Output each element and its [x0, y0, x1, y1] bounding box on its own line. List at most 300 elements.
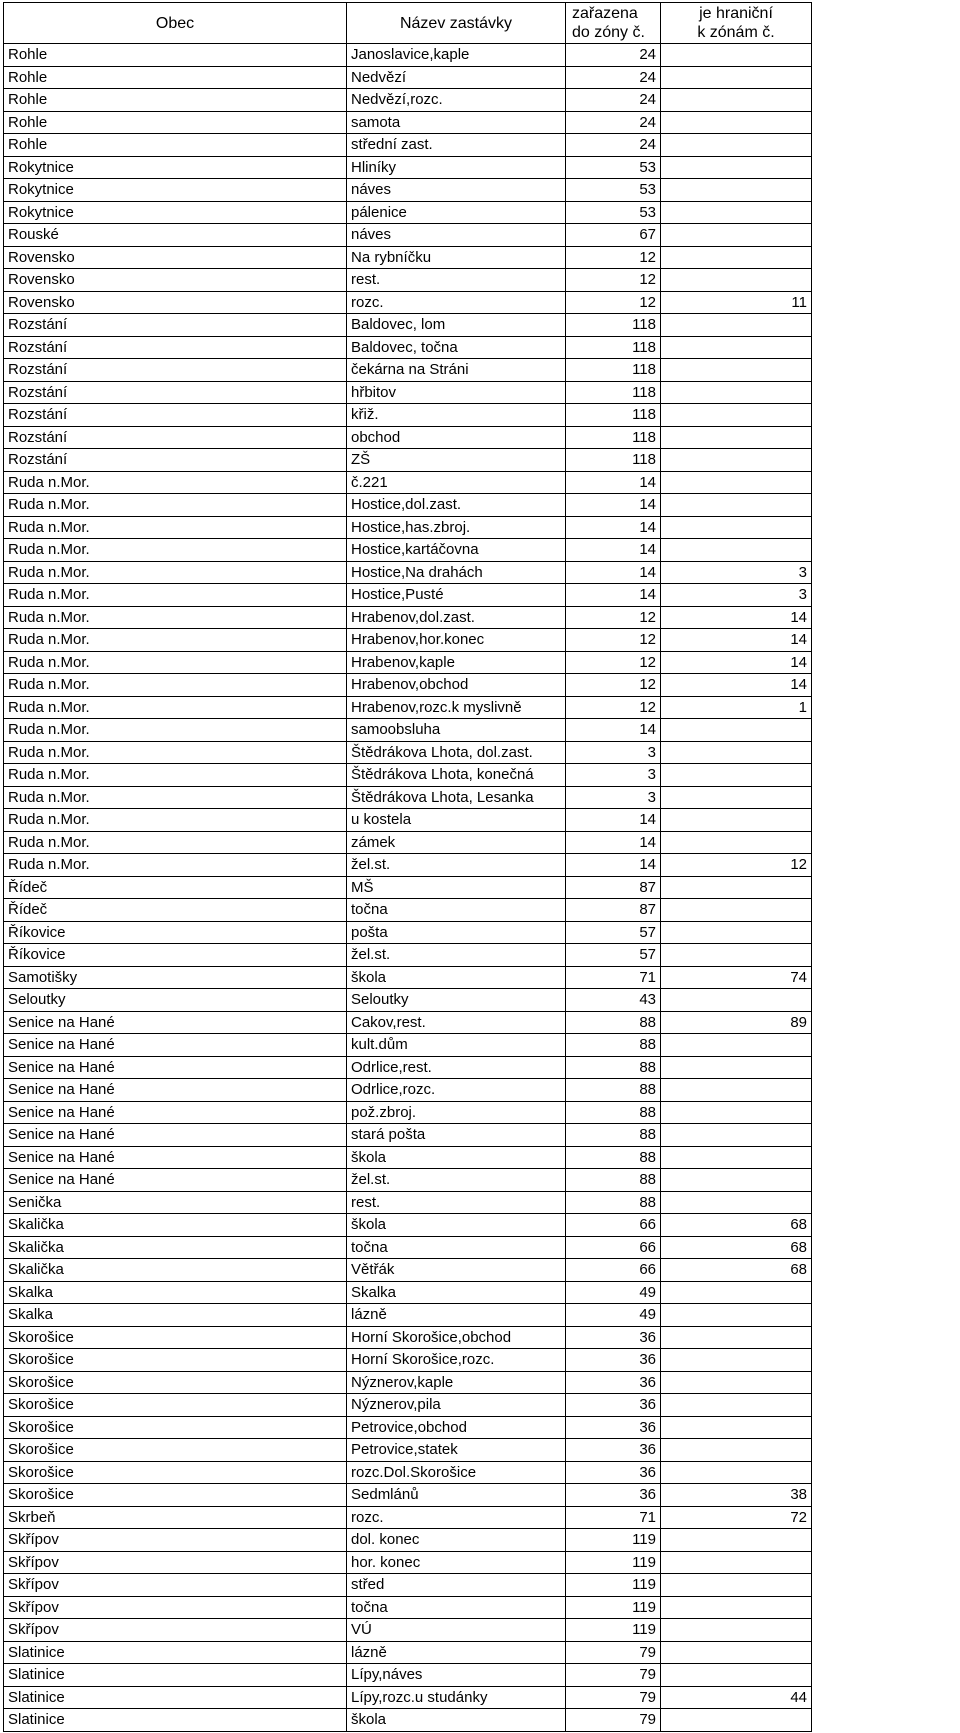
cell-zona: 87	[566, 876, 661, 899]
cell-zona: 88	[566, 1169, 661, 1192]
cell-hranicni	[661, 1169, 812, 1192]
table-row	[4, 1641, 812, 1664]
cell-hranicni	[661, 179, 812, 202]
table-row	[4, 1281, 812, 1304]
cell-obec: Skřípov	[4, 1619, 347, 1642]
cell-hranicni	[661, 1664, 812, 1687]
cell-zastavka: pož.zbroj.	[347, 1101, 566, 1124]
zone-table	[3, 2, 812, 1732]
cell-zastavka: Horní Skorošice,rozc.	[347, 1349, 566, 1372]
header-hranicni-line1: je hraniční	[699, 5, 773, 22]
cell-zastavka: Hostice,kartáčovna	[347, 539, 566, 562]
cell-obec: Rozstání	[4, 381, 347, 404]
cell-obec: Ruda n.Mor.	[4, 584, 347, 607]
cell-zona: 12	[566, 629, 661, 652]
cell-zastavka: Štědrákova Lhota, konečná	[347, 764, 566, 787]
cell-zona: 71	[566, 1506, 661, 1529]
cell-obec: Senice na Hané	[4, 1101, 347, 1124]
cell-obec: Rozstání	[4, 426, 347, 449]
table-row	[4, 696, 812, 719]
table-row	[4, 629, 812, 652]
cell-zastavka: Petrovice,obchod	[347, 1416, 566, 1439]
cell-hranicni: 14	[661, 606, 812, 629]
cell-hranicni: 68	[661, 1214, 812, 1237]
cell-zastavka: žel.st.	[347, 944, 566, 967]
cell-hranicni	[661, 764, 812, 787]
table-row	[4, 1079, 812, 1102]
cell-hranicni	[661, 741, 812, 764]
cell-zona: 14	[566, 831, 661, 854]
cell-zastavka: Nedvězí	[347, 66, 566, 89]
cell-hranicni	[661, 786, 812, 809]
cell-zastavka: žel.st.	[347, 1169, 566, 1192]
cell-zona: 118	[566, 426, 661, 449]
cell-obec: Rokytnice	[4, 201, 347, 224]
cell-obec: Skorošice	[4, 1349, 347, 1372]
table-row	[4, 314, 812, 337]
cell-hranicni	[661, 831, 812, 854]
cell-zona: 118	[566, 359, 661, 382]
cell-zona: 88	[566, 1011, 661, 1034]
cell-zastavka: Štědrákova Lhota, dol.zast.	[347, 741, 566, 764]
cell-zona: 36	[566, 1484, 661, 1507]
cell-zona: 119	[566, 1619, 661, 1642]
table-row	[4, 1394, 812, 1417]
table-row	[4, 1011, 812, 1034]
table-row	[4, 1664, 812, 1687]
cell-obec: Říkovice	[4, 921, 347, 944]
cell-zona: 53	[566, 156, 661, 179]
cell-obec: Ruda n.Mor.	[4, 516, 347, 539]
cell-zona: 3	[566, 764, 661, 787]
table-row	[4, 719, 812, 742]
cell-zona: 53	[566, 179, 661, 202]
table-row	[4, 1506, 812, 1529]
cell-obec: Rouské	[4, 224, 347, 247]
cell-zastavka: Hrabenov,rozc.k myslivně	[347, 696, 566, 719]
cell-hranicni	[661, 44, 812, 67]
cell-obec: Rozstání	[4, 359, 347, 382]
table-row	[4, 516, 812, 539]
cell-obec: Rovensko	[4, 246, 347, 269]
cell-obec: Rozstání	[4, 314, 347, 337]
table-row	[4, 921, 812, 944]
table-row	[4, 899, 812, 922]
table-row	[4, 786, 812, 809]
cell-obec: Skalka	[4, 1281, 347, 1304]
cell-obec: Skorošice	[4, 1371, 347, 1394]
table-row	[4, 224, 812, 247]
cell-obec: Senice na Hané	[4, 1124, 347, 1147]
cell-hranicni	[661, 539, 812, 562]
cell-zona: 118	[566, 404, 661, 427]
cell-zona: 12	[566, 674, 661, 697]
cell-obec: Rohle	[4, 89, 347, 112]
cell-obec: Rohle	[4, 44, 347, 67]
cell-hranicni: 14	[661, 629, 812, 652]
cell-zona: 24	[566, 111, 661, 134]
cell-zona: 12	[566, 606, 661, 629]
cell-hranicni	[661, 246, 812, 269]
cell-zastavka: Větřák	[347, 1259, 566, 1282]
cell-zona: 24	[566, 66, 661, 89]
cell-zona: 79	[566, 1686, 661, 1709]
cell-zona: 118	[566, 381, 661, 404]
cell-hranicni	[661, 1191, 812, 1214]
table-row	[4, 989, 812, 1012]
table-row	[4, 651, 812, 674]
table-row	[4, 89, 812, 112]
cell-zona: 79	[566, 1641, 661, 1664]
cell-hranicni	[661, 719, 812, 742]
cell-zona: 14	[566, 719, 661, 742]
cell-zastavka: samota	[347, 111, 566, 134]
cell-hranicni	[661, 809, 812, 832]
cell-obec: Rovensko	[4, 269, 347, 292]
cell-zona: 67	[566, 224, 661, 247]
cell-hranicni	[661, 944, 812, 967]
table-row	[4, 584, 812, 607]
cell-obec: Ruda n.Mor.	[4, 494, 347, 517]
cell-zastavka: MŠ	[347, 876, 566, 899]
cell-hranicni	[661, 1416, 812, 1439]
cell-zastavka: VÚ	[347, 1619, 566, 1642]
cell-hranicni: 11	[661, 291, 812, 314]
cell-hranicni	[661, 449, 812, 472]
cell-obec: Senice na Hané	[4, 1011, 347, 1034]
cell-obec: Slatinice	[4, 1686, 347, 1709]
cell-zona: 79	[566, 1664, 661, 1687]
cell-hranicni: 3	[661, 584, 812, 607]
cell-zastavka: rozc.	[347, 1506, 566, 1529]
cell-zona: 88	[566, 1056, 661, 1079]
cell-obec: Rohle	[4, 111, 347, 134]
cell-zona: 66	[566, 1236, 661, 1259]
cell-zastavka: Baldovec, točna	[347, 336, 566, 359]
cell-zona: 57	[566, 921, 661, 944]
table-row	[4, 854, 812, 877]
cell-zona: 49	[566, 1281, 661, 1304]
cell-zastavka: Petrovice,statek	[347, 1439, 566, 1462]
cell-zastavka: Hrabenov,hor.konec	[347, 629, 566, 652]
cell-zona: 14	[566, 516, 661, 539]
cell-hranicni: 12	[661, 854, 812, 877]
cell-obec: Senice na Hané	[4, 1169, 347, 1192]
cell-hranicni	[661, 134, 812, 157]
cell-obec: Ruda n.Mor.	[4, 764, 347, 787]
cell-zastavka: Na rybníčku	[347, 246, 566, 269]
table-row	[4, 1326, 812, 1349]
cell-zastavka: stará pošta	[347, 1124, 566, 1147]
table-row	[4, 1191, 812, 1214]
cell-zona: 36	[566, 1394, 661, 1417]
table-row	[4, 1214, 812, 1237]
cell-zona: 88	[566, 1191, 661, 1214]
cell-hranicni	[661, 1326, 812, 1349]
cell-zona: 88	[566, 1079, 661, 1102]
table-row	[4, 674, 812, 697]
cell-zona: 118	[566, 449, 661, 472]
cell-hranicni	[661, 1146, 812, 1169]
cell-obec: Seloutky	[4, 989, 347, 1012]
header-hranicni-line2: k zónám č.	[697, 24, 775, 41]
cell-hranicni	[661, 1394, 812, 1417]
cell-hranicni: 3	[661, 561, 812, 584]
cell-hranicni	[661, 1709, 812, 1732]
cell-hranicni	[661, 381, 812, 404]
cell-obec: Senice na Hané	[4, 1034, 347, 1057]
cell-zona: 119	[566, 1596, 661, 1619]
cell-hranicni: 14	[661, 651, 812, 674]
cell-zastavka: samoobsluha	[347, 719, 566, 742]
table-row	[4, 1101, 812, 1124]
cell-zona: 36	[566, 1326, 661, 1349]
cell-zastavka: hor. konec	[347, 1551, 566, 1574]
cell-obec: Senice na Hané	[4, 1079, 347, 1102]
cell-zastavka: točna	[347, 899, 566, 922]
cell-hranicni	[661, 1641, 812, 1664]
table-row	[4, 1484, 812, 1507]
cell-obec: Ruda n.Mor.	[4, 606, 347, 629]
cell-hranicni	[661, 516, 812, 539]
cell-hranicni: 44	[661, 1686, 812, 1709]
cell-hranicni: 74	[661, 966, 812, 989]
cell-zona: 119	[566, 1551, 661, 1574]
cell-hranicni: 1	[661, 696, 812, 719]
cell-zastavka: Horní Skorošice,obchod	[347, 1326, 566, 1349]
cell-hranicni	[661, 471, 812, 494]
cell-obec: Senice na Hané	[4, 1146, 347, 1169]
cell-zastavka: rozc.Dol.Skorošice	[347, 1461, 566, 1484]
cell-obec: Skorošice	[4, 1461, 347, 1484]
cell-zona: 3	[566, 786, 661, 809]
cell-obec: Samotišky	[4, 966, 347, 989]
cell-hranicni	[661, 1079, 812, 1102]
cell-hranicni	[661, 1596, 812, 1619]
cell-obec: Řídeč	[4, 899, 347, 922]
table-row	[4, 471, 812, 494]
cell-zona: 12	[566, 269, 661, 292]
table-row	[4, 1439, 812, 1462]
table-row	[4, 449, 812, 472]
cell-zastavka: Hostice,has.zbroj.	[347, 516, 566, 539]
table-row	[4, 404, 812, 427]
table-row	[4, 1596, 812, 1619]
cell-zona: 49	[566, 1304, 661, 1327]
table-row	[4, 606, 812, 629]
cell-hranicni	[661, 201, 812, 224]
cell-hranicni	[661, 1439, 812, 1462]
cell-zastavka: Hrabenov,kaple	[347, 651, 566, 674]
table-row	[4, 44, 812, 67]
header-zona	[566, 3, 661, 44]
cell-hranicni	[661, 921, 812, 944]
cell-zastavka: točna	[347, 1236, 566, 1259]
cell-obec: Rozstání	[4, 404, 347, 427]
cell-zona: 66	[566, 1259, 661, 1282]
cell-zastavka: Odrlice,rest.	[347, 1056, 566, 1079]
cell-obec: Ruda n.Mor.	[4, 809, 347, 832]
table-row	[4, 381, 812, 404]
table-row	[4, 561, 812, 584]
cell-zastavka: točna	[347, 1596, 566, 1619]
table-row	[4, 1236, 812, 1259]
table-row	[4, 1034, 812, 1057]
cell-zona: 119	[566, 1574, 661, 1597]
table-row	[4, 269, 812, 292]
cell-obec: Slatinice	[4, 1709, 347, 1732]
cell-zastavka: zámek	[347, 831, 566, 854]
table-row	[4, 876, 812, 899]
cell-zona: 36	[566, 1416, 661, 1439]
cell-hranicni: 38	[661, 1484, 812, 1507]
cell-zona: 12	[566, 291, 661, 314]
cell-obec: Skřípov	[4, 1529, 347, 1552]
cell-zastavka: rozc.	[347, 291, 566, 314]
cell-hranicni	[661, 1461, 812, 1484]
header-row	[4, 3, 812, 44]
cell-zastavka: lázně	[347, 1304, 566, 1327]
cell-obec: Skorošice	[4, 1439, 347, 1462]
cell-obec: Rokytnice	[4, 179, 347, 202]
cell-zastavka: rest.	[347, 269, 566, 292]
cell-obec: Rovensko	[4, 291, 347, 314]
cell-obec: Rozstání	[4, 336, 347, 359]
cell-hranicni	[661, 1304, 812, 1327]
cell-obec: Ruda n.Mor.	[4, 786, 347, 809]
cell-zona: 71	[566, 966, 661, 989]
table-row	[4, 831, 812, 854]
cell-obec: Slatinice	[4, 1641, 347, 1664]
cell-zastavka: Hrabenov,dol.zast.	[347, 606, 566, 629]
table-row	[4, 1056, 812, 1079]
cell-zona: 3	[566, 741, 661, 764]
cell-obec: Skřípov	[4, 1596, 347, 1619]
table-row	[4, 1619, 812, 1642]
cell-hranicni	[661, 1056, 812, 1079]
cell-zastavka: Cakov,rest.	[347, 1011, 566, 1034]
cell-hranicni	[661, 1619, 812, 1642]
cell-zona: 14	[566, 471, 661, 494]
cell-zastavka: ZŠ	[347, 449, 566, 472]
cell-zastavka: pošta	[347, 921, 566, 944]
cell-zona: 14	[566, 494, 661, 517]
cell-zona: 57	[566, 944, 661, 967]
table-row	[4, 291, 812, 314]
cell-obec: Rokytnice	[4, 156, 347, 179]
cell-hranicni	[661, 1281, 812, 1304]
cell-hranicni	[661, 1529, 812, 1552]
table-row	[4, 944, 812, 967]
cell-zona: 43	[566, 989, 661, 1012]
table-row	[4, 764, 812, 787]
cell-zastavka: Hliníky	[347, 156, 566, 179]
cell-zona: 79	[566, 1709, 661, 1732]
table-row	[4, 1304, 812, 1327]
table-row	[4, 966, 812, 989]
table-row	[4, 1709, 812, 1732]
cell-zona: 14	[566, 539, 661, 562]
cell-zona: 66	[566, 1214, 661, 1237]
cell-zastavka: Hostice,Pusté	[347, 584, 566, 607]
table-row	[4, 494, 812, 517]
cell-hranicni	[661, 66, 812, 89]
cell-obec: Ruda n.Mor.	[4, 741, 347, 764]
cell-zona: 12	[566, 651, 661, 674]
cell-hranicni: 72	[661, 1506, 812, 1529]
cell-obec: Ruda n.Mor.	[4, 651, 347, 674]
table-row	[4, 1371, 812, 1394]
cell-hranicni: 68	[661, 1236, 812, 1259]
cell-obec: Skalička	[4, 1214, 347, 1237]
cell-hranicni	[661, 156, 812, 179]
cell-zastavka: náves	[347, 224, 566, 247]
table-row	[4, 134, 812, 157]
cell-zona: 14	[566, 854, 661, 877]
cell-zona: 14	[566, 809, 661, 832]
cell-zastavka: dol. konec	[347, 1529, 566, 1552]
table-row	[4, 1169, 812, 1192]
table-row	[4, 741, 812, 764]
cell-zastavka: škola	[347, 1214, 566, 1237]
cell-hranicni	[661, 1034, 812, 1057]
cell-zastavka: Hostice,dol.zast.	[347, 494, 566, 517]
cell-hranicni	[661, 336, 812, 359]
cell-obec: Ruda n.Mor.	[4, 539, 347, 562]
cell-zastavka: Štědrákova Lhota, Lesanka	[347, 786, 566, 809]
cell-obec: Rohle	[4, 134, 347, 157]
cell-zona: 88	[566, 1034, 661, 1057]
cell-obec: Skorošice	[4, 1484, 347, 1507]
cell-obec: Slatinice	[4, 1664, 347, 1687]
header-obec: Obec	[4, 3, 347, 44]
cell-zona: 118	[566, 336, 661, 359]
cell-hranicni	[661, 494, 812, 517]
table-row	[4, 66, 812, 89]
cell-obec: Řídeč	[4, 876, 347, 899]
table-row	[4, 1686, 812, 1709]
table-row	[4, 156, 812, 179]
cell-zastavka: Nedvězí,rozc.	[347, 89, 566, 112]
cell-hranicni: 14	[661, 674, 812, 697]
cell-obec: Ruda n.Mor.	[4, 854, 347, 877]
cell-zastavka: u kostela	[347, 809, 566, 832]
cell-obec: Skorošice	[4, 1394, 347, 1417]
cell-zastavka: Sedmlánů	[347, 1484, 566, 1507]
cell-zastavka: hřbitov	[347, 381, 566, 404]
cell-hranicni	[661, 989, 812, 1012]
table-row	[4, 1146, 812, 1169]
cell-zastavka: rest.	[347, 1191, 566, 1214]
cell-zona: 36	[566, 1461, 661, 1484]
table-row	[4, 1259, 812, 1282]
cell-zastavka: lázně	[347, 1641, 566, 1664]
cell-obec: Ruda n.Mor.	[4, 696, 347, 719]
table-row	[4, 1574, 812, 1597]
cell-zastavka: pálenice	[347, 201, 566, 224]
cell-obec: Rohle	[4, 66, 347, 89]
cell-zastavka: žel.st.	[347, 854, 566, 877]
cell-zona: 24	[566, 134, 661, 157]
header-hranicni	[661, 3, 812, 44]
cell-zona: 53	[566, 201, 661, 224]
cell-zona: 118	[566, 314, 661, 337]
cell-zastavka: Lípy,náves	[347, 1664, 566, 1687]
cell-zastavka: Seloutky	[347, 989, 566, 1012]
cell-obec: Senička	[4, 1191, 347, 1214]
cell-hranicni: 68	[661, 1259, 812, 1282]
table-row	[4, 201, 812, 224]
